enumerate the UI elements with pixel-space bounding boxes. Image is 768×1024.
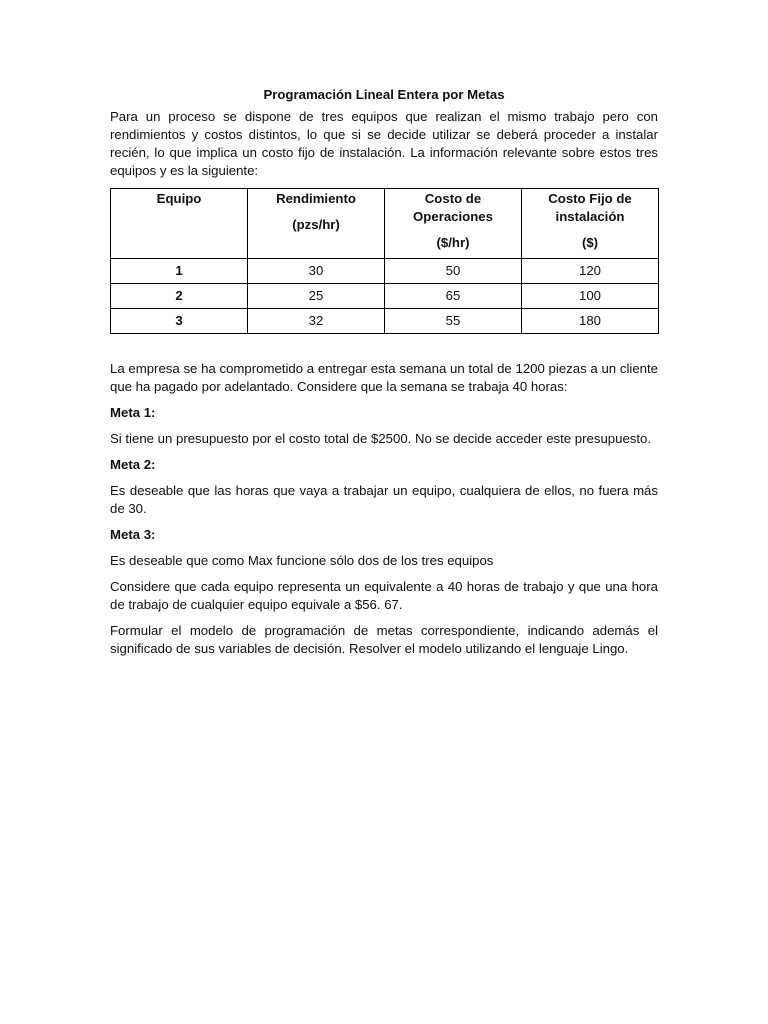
table-header-row <box>111 189 659 259</box>
cell-costo-operaciones: 50 <box>385 259 522 284</box>
meta-3-text: Es deseable que como Max funcione sólo dos de los tres equipos <box>110 553 494 568</box>
cell-rendimiento: 30 <box>248 259 385 284</box>
context-paragraph: La empresa se ha comprometido a entregar esta semana un total de 1200 piezas a un cliente que ha pagado por adelantado. Considere que la semana se trabaja 40 horas: <box>110 361 658 394</box>
meta-1-heading: Meta 1: <box>110 405 156 420</box>
header-costo-fijo-line1: Costo Fijo de <box>548 191 632 206</box>
header-rendimiento-label: Rendimiento <box>276 191 356 206</box>
header-rendimiento <box>248 189 385 259</box>
cell-costo-operaciones: 55 <box>385 309 522 334</box>
header-costo-operaciones <box>385 189 522 259</box>
cell-rendimiento: 25 <box>248 284 385 309</box>
cell-equipo: 2 <box>111 284 248 309</box>
document-title: Programación Lineal Entera por Metas <box>263 87 505 102</box>
document-page <box>110 86 658 666</box>
intro-paragraph: Para un proceso se dispone de tres equipos que realizan el mismo trabajo pero con rendimientos y costos distintos, lo que si se decide utilizar se deberá proceder a instalar recién, lo que implica un costo fijo de instalación. La información relevante sobre estos tres equipos y es la siguiente: <box>110 109 658 178</box>
cell-costo-fijo: 100 <box>522 284 659 309</box>
header-costo-operaciones-line1: Costo de <box>424 191 482 206</box>
table-row <box>111 284 659 309</box>
cell-rendimiento: 32 <box>248 309 385 334</box>
cell-costo-operaciones: 65 <box>385 284 522 309</box>
table-row <box>111 309 659 334</box>
table-row <box>111 259 659 284</box>
meta-1-text: Si tiene un presupuesto por el costo total de $2500. No se decide acceder este presupuesto. <box>110 431 652 446</box>
header-rendimiento-unit: (pzs/hr) <box>292 217 340 232</box>
header-equipo-label: Equipo <box>156 191 202 206</box>
header-costo-fijo <box>522 189 659 259</box>
header-costo-operaciones-unit: ($/hr) <box>436 235 470 250</box>
equipment-table <box>110 188 659 334</box>
header-equipo <box>111 189 248 259</box>
meta-3-heading: Meta 3: <box>110 527 156 542</box>
cell-equipo: 3 <box>111 309 248 334</box>
header-costo-fijo-line2: instalación <box>555 209 625 224</box>
meta-2-text: Es deseable que las horas que vaya a trabajar un equipo, cualquiera de ellos, no fuera más de 30. <box>110 483 658 516</box>
cell-costo-fijo: 120 <box>522 259 659 284</box>
meta-2-heading: Meta 2: <box>110 457 156 472</box>
note-paragraph: Considere que cada equipo representa un equivalente a 40 horas de trabajo y que una hora de trabajo de cualquier equipo equivale a $56. 67. <box>110 579 658 612</box>
header-costo-operaciones-line2: Operaciones <box>413 209 493 224</box>
cell-equipo: 1 <box>111 259 248 284</box>
cell-costo-fijo: 180 <box>522 309 659 334</box>
instruction-paragraph: Formular el modelo de programación de metas correspondiente, indicando además el significado de sus variables de decisión. Resolver el modelo utilizando el lenguaje Lingo. <box>110 623 658 656</box>
header-costo-fijo-unit: ($) <box>581 235 599 250</box>
